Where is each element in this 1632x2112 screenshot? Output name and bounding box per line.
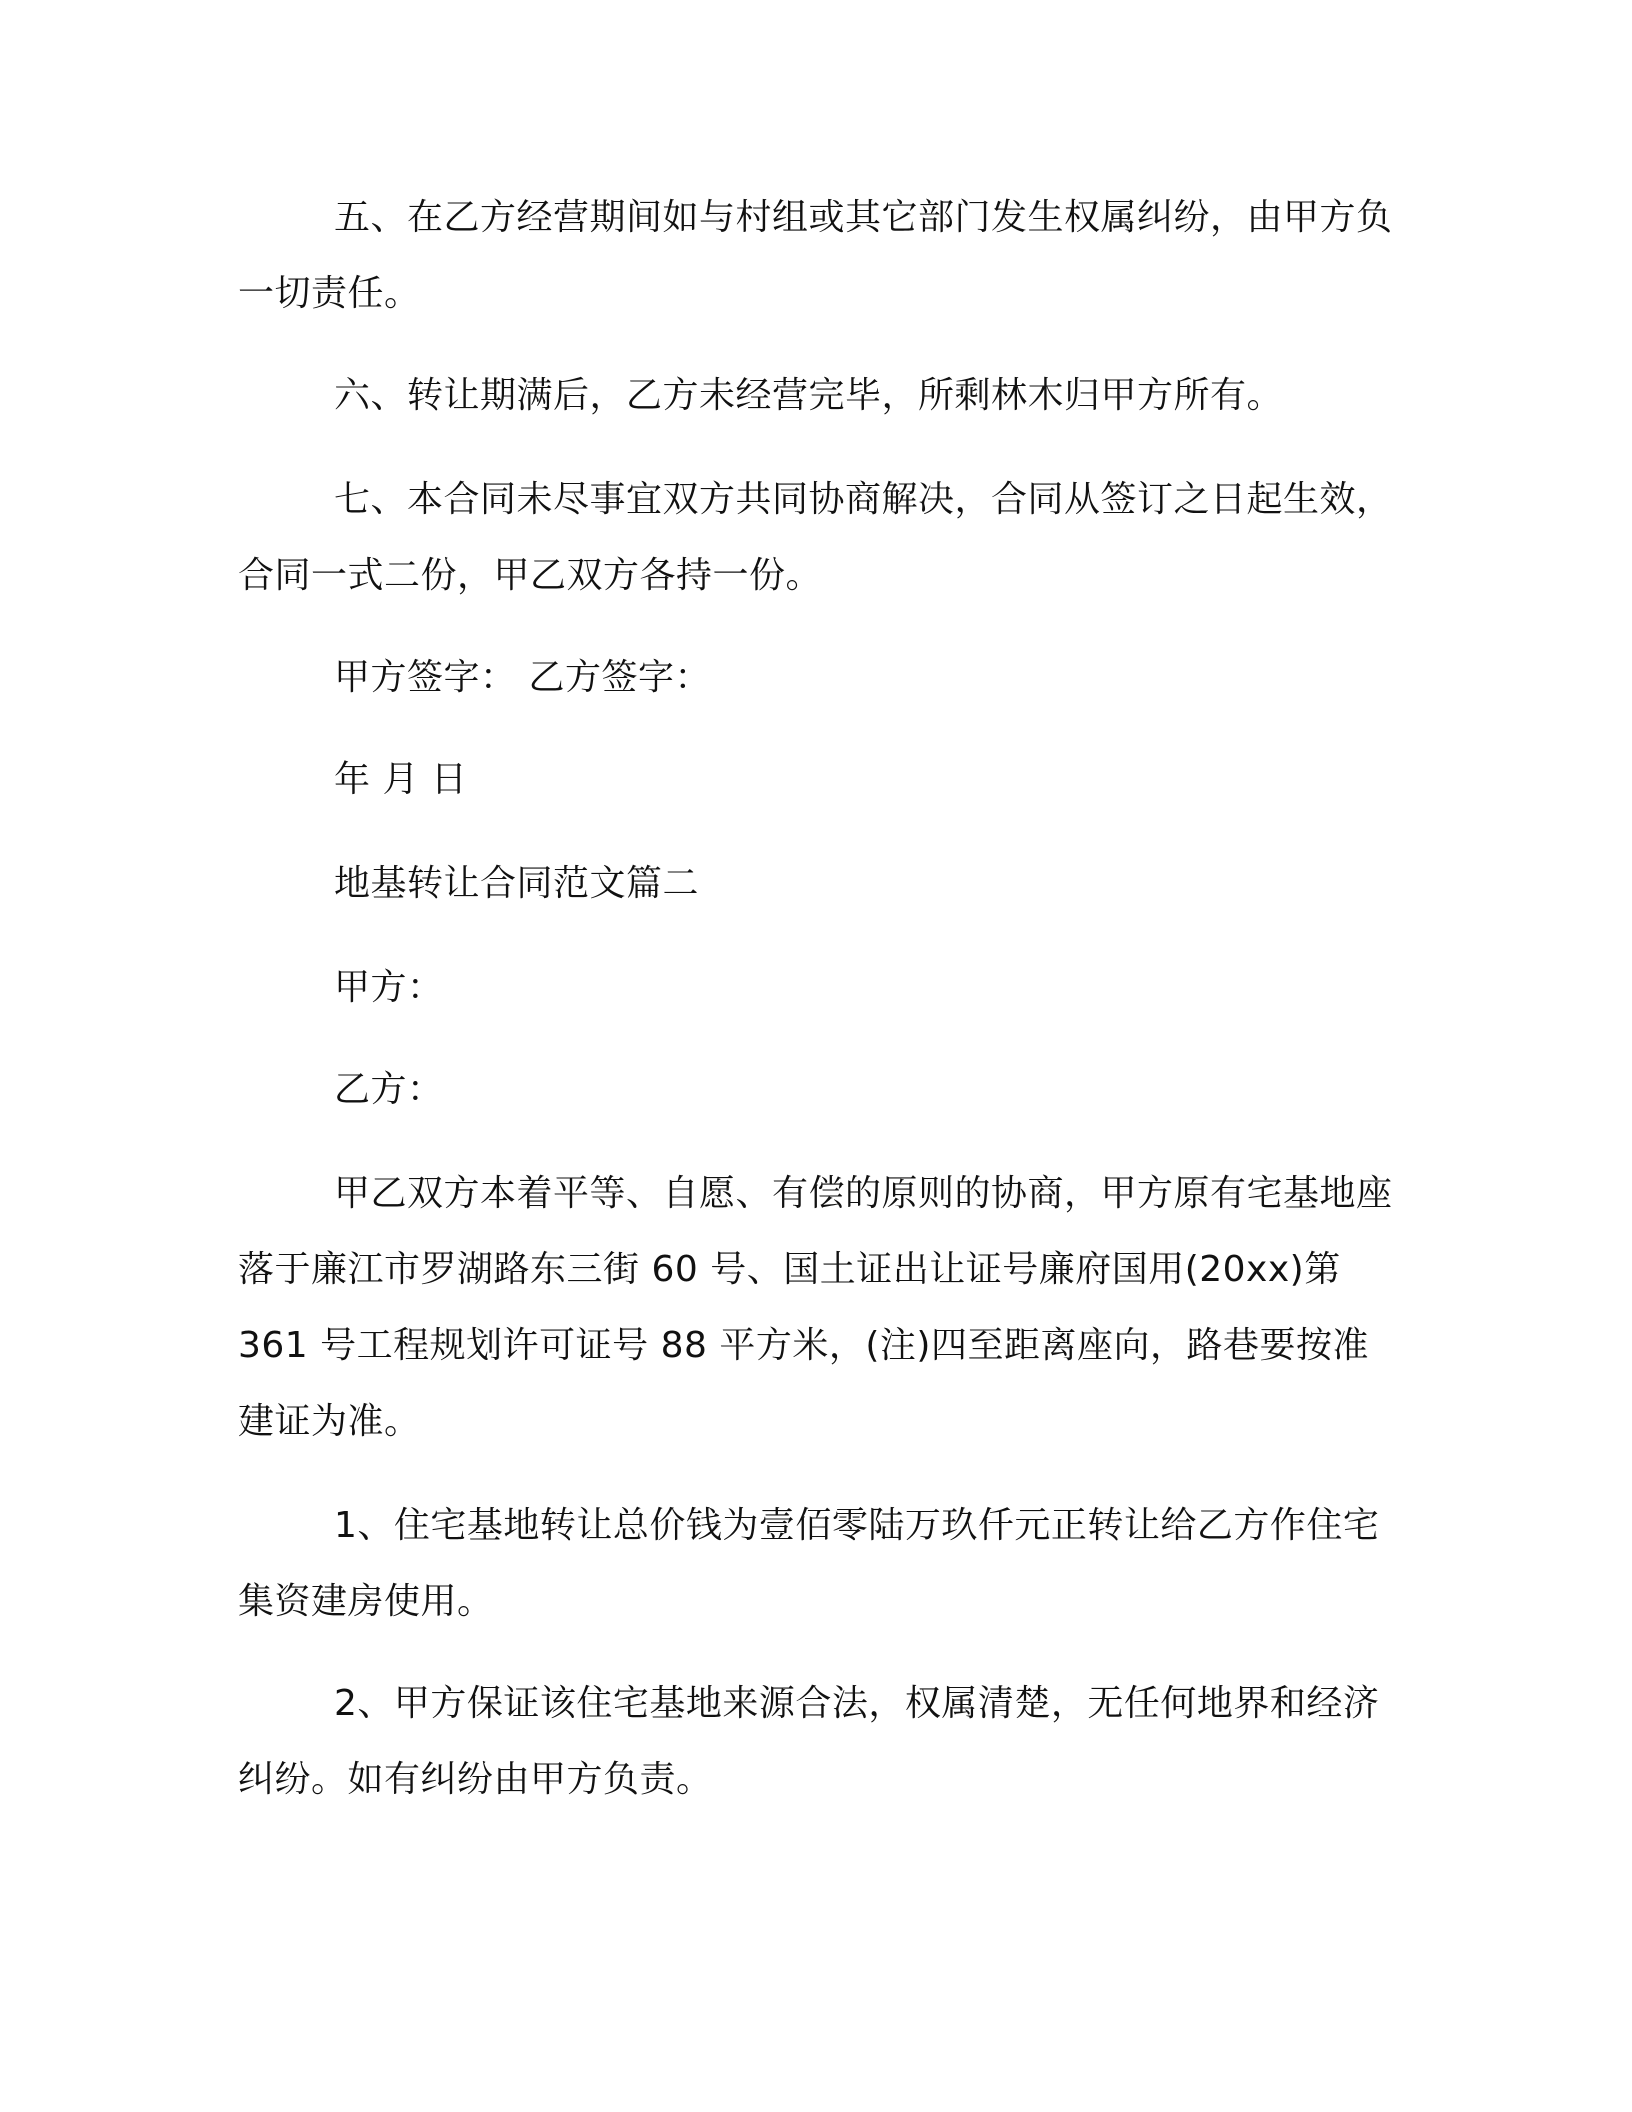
signature-line: 甲方签字： 乙方签字： [334,657,711,698]
clause-seven-paragraph: 七、本合同未尽事宜双方共同协商解决，合同从签订之日起生效，合同一式二份，甲乙双方各持一份。 [238,479,1393,596]
section-title: 地基转让合同范文篇二 [334,863,700,904]
clause-five-paragraph: 五、在乙方经营期间如与村组或其它部门发生权属纠纷，由甲方负一切责任。 [238,197,1393,314]
clause-one-paragraph: 1、住宅基地转让总价钱为壹佰零陆万玖仟元正转让给乙方作住宅集资建房使用。 [238,1505,1380,1622]
party-b-label: 乙方： [334,1069,444,1110]
clause-two-paragraph: 2、甲方保证该住宅基地来源合法，权属清楚，无任何地界和经济纠纷。如有纠纷由甲方负责。 [238,1683,1380,1800]
intro-paragraph: 甲乙双方本着平等、自愿、有偿的原则的协商，甲方原有宅基地座落于廉江市罗湖路东三街 60 号、国土证出让证号廉府国用(20xx)第 361 号工程规划许可证号 88 平方米，(注)四至距离座向，路巷要按准建证为准。 [238,1173,1393,1442]
clause-six-paragraph: 六、转让期满后，乙方未经营完毕，所剩林木归甲方所有。 [334,375,1284,416]
date-line: 年 月 日 [334,759,468,800]
party-a-label: 甲方： [334,967,444,1008]
